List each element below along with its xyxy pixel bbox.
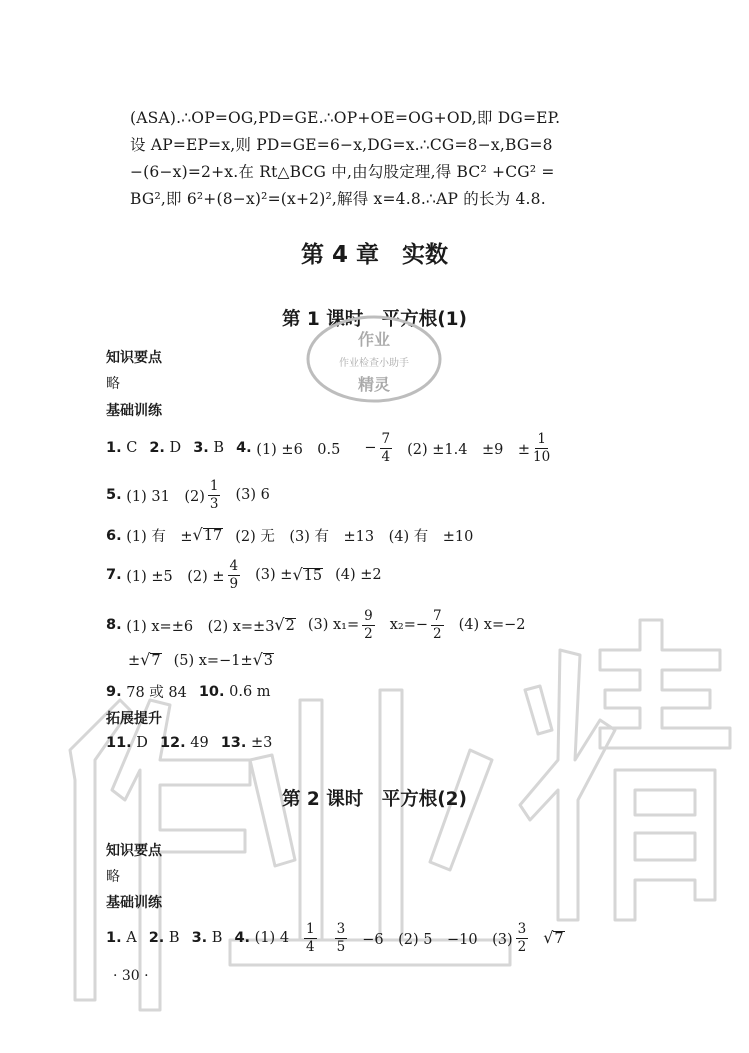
answer: B [211, 930, 223, 946]
square-root: √ 17 [192, 525, 223, 544]
heading-knowledge-points-2: 知识要点 [106, 843, 162, 859]
q-number: 2. [148, 930, 165, 946]
stamp-top-text: 作业 [357, 330, 391, 349]
q-number: 1. [106, 440, 122, 456]
lesson-1-title: 第 1 课时 平方根(1) [281, 309, 468, 330]
intro-line-2: 设 AP=EP=x,则 PD=GE=6−x,DG=x.∴CG=8−x,BG=8 [130, 136, 553, 154]
answer-row-7 [106, 555, 382, 595]
answer: (3) x₁= [307, 617, 360, 633]
square-root: √ 3 [252, 650, 274, 669]
heading-knowledge-points: 知识要点 [106, 350, 162, 366]
q-number: 5. [106, 487, 122, 503]
answer: 78 或 84 [126, 685, 187, 701]
fraction: $\frac{1}{4}$ [306, 920, 315, 955]
answer: 0.6 m [229, 683, 271, 700]
intro-line-4: BG²,即 6²+(8−x)²=(x+2)²,解得 x=4.8.∴AP 的长为 4.8. [130, 190, 546, 208]
answer: 49 [190, 735, 209, 751]
q-number: 3. [193, 440, 209, 456]
stamp-mid-text: 作业检查小助手 [339, 358, 409, 369]
fraction: $\frac{4}{9}$ [229, 557, 239, 592]
lesson-2-title: 第 2 课时 平方根(2) [281, 789, 468, 810]
answer: (4) x=−2 [458, 617, 526, 633]
fraction: $\frac{9}{2}$ [364, 607, 373, 642]
answer: B [168, 930, 180, 946]
fraction: $\frac{3}{5}$ [336, 920, 346, 955]
answer: ± [128, 652, 141, 669]
answer-row-8 [106, 605, 526, 645]
intro-line-3: −(6−x)=2+x.在 Rt△BCG 中,由勾股定理,得 BC² +CG² = [130, 163, 555, 181]
q-number: 8. [106, 617, 122, 633]
fraction: $\frac{3}{2}$ [517, 920, 527, 955]
answer: ±3 [250, 735, 273, 751]
answer: (1) ±5 (2) ± [126, 568, 225, 585]
answer: C [126, 440, 138, 456]
answer: D [169, 440, 182, 456]
answer-row-l2-1 [106, 918, 565, 958]
answer-row-8b [128, 652, 274, 669]
square-root: √ 7 [140, 650, 161, 669]
q-number: 9. [106, 683, 122, 700]
q-number: 4. [234, 930, 251, 946]
fraction: $\frac{7}{2}$ [433, 607, 442, 642]
minus-sign: − [364, 440, 377, 456]
answer: D [136, 735, 148, 751]
knowledge-points-text-2: 略 [106, 869, 120, 885]
answer: (3) ± [255, 567, 293, 583]
square-root: √ 7 [543, 927, 564, 947]
q-number: 13. [220, 735, 247, 751]
answer-row-11 [106, 735, 272, 751]
answer: (1) x=±6 (2) x=±3 [126, 618, 275, 635]
q-number: 3. [191, 930, 208, 946]
square-root: √ 15 [292, 564, 323, 584]
answer: A [126, 930, 137, 946]
answer-row-1 [106, 428, 553, 468]
square-root: √ 2 [274, 614, 295, 634]
fraction: $\frac{1}{10}$ [533, 430, 551, 465]
answer: B [213, 440, 225, 456]
intro-line-1: (ASA).∴OP=OG,PD=GE.∴OP+OE=OG+OD,即 DG=EP. [130, 109, 561, 127]
q-number: 1. [106, 930, 122, 946]
q-number: 2. [149, 440, 165, 456]
q-number: 7. [106, 567, 122, 583]
q-number: 12. [159, 735, 186, 751]
heading-basic-training: 基础训练 [106, 403, 162, 419]
heading-extension: 拓展提升 [106, 711, 162, 727]
q-number: 11. [106, 735, 132, 751]
q-number: 6. [106, 527, 122, 544]
answer: (4) ±2 [335, 567, 382, 583]
fraction: $\frac{7}{4}$ [381, 430, 391, 465]
answer: (2) 无 (3) 有 ±13 (4) 有 ±10 [235, 529, 474, 545]
answer: −6 (2) 5 −10 (3) [362, 931, 513, 948]
q-number: 10. [198, 683, 225, 700]
answer-row-5 [106, 475, 270, 515]
fraction: $\frac{1}{3}$ [209, 477, 219, 512]
knowledge-points-text: 略 [106, 376, 120, 392]
answer: (3) 6 [235, 487, 270, 503]
answer: (1) 有 ± [126, 529, 193, 545]
answer: (5) x=−1± [173, 652, 253, 669]
answer: (2) ±1.4 ±9 ± [407, 441, 531, 458]
answer: (1) ±6 0.5 [256, 441, 341, 458]
q-number: 4. [236, 440, 252, 456]
stamp-bottom-text: 精灵 [357, 375, 391, 394]
answer-row-9 [106, 681, 271, 702]
page-number: · 30 · [113, 968, 149, 984]
answer-row-6 [106, 525, 473, 546]
heading-basic-training-2: 基础训练 [106, 895, 162, 911]
answer: (1) 4 [254, 930, 290, 946]
answer: x₂=− [389, 617, 429, 633]
answer: (1) 31 (2) [126, 488, 205, 505]
chapter-title: 第 4 章 实数 [300, 242, 449, 268]
